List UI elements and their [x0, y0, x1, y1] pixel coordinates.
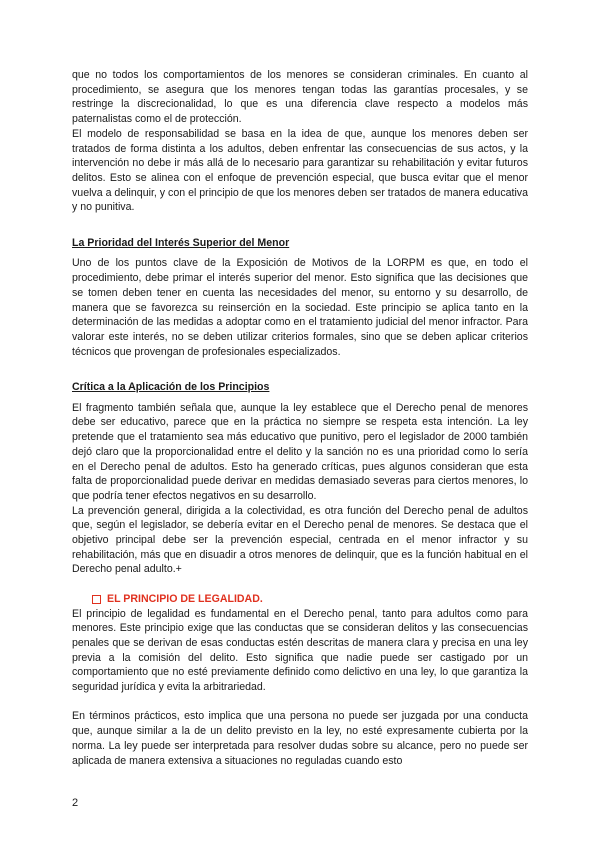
paragraph: que no todos los comportamientos de los menores se consideran criminales. En cuanto al procedimiento, se asegura que los menores tengan todas las garantías procesales, y se restringe la discrecionalidad, lo que es una diferencia clave respecto a modelos más paternalistas como el de protección. — [72, 69, 528, 126]
subheading-critica: Crítica a la Aplicación de los Principios — [72, 381, 270, 394]
paragraph: El principio de legalidad es fundamental en el Derecho penal, tanto para adultos como para menores. Este principio exige que las conductas que se consideran delitos y las consecuencias penales que se derivan de esas conductas estén descritas de manera clara y precisa en una ley previa a la comisión del delito. Esto significa que nadie puede ser castigado por un comportamiento que no esté previamente definido como delictivo en una ley, lo que garantiza la seguridad jurídica y evita la arbitrariedad. — [72, 607, 528, 694]
section-heading-legalidad — [92, 592, 528, 607]
document-body — [72, 68, 528, 768]
paragraph: El fragmento también señala que, aunque la ley establece que el Derecho penal de menores debe ser educativo, parece que en la práctica no siempre se respeta esta intención. La ley pretende que el tratamiento sea más educativo que punitivo, pero el legislador de 2000 también dejó claro que la proporcionalidad entre el delito y la sanción no es una prioridad como lo sería en el Derecho penal de adultos. Esto ha generado críticas, pues algunos consideran que esta falta de proporcionalidad puede derivar en medidas demasiado severas para ciertos menores, lo que podría tener efectos negativos en su desarrollo. — [72, 401, 528, 502]
subheading-interes-superior: La Prioridad del Interés Superior del Menor — [72, 236, 290, 249]
paragraph: Uno de los puntos clave de la Exposición de Motivos de la LORPM es que, en todo el procedimiento, debe primar el interés superior del menor. Esto significa que las decisiones que se tomen deben tener en cuenta las necesidades del menor, su entorno y su desarrollo, de manera que se favorezca su reinserción en la sociedad. Este principio se aplica tanto en la determinación de las medidas a adoptar como en el tratamiento judicial del menor infractor. Para valorar este interés, no se deben utilizar criterios formales, sino que se deben aplicar criterios técnicos que provengan de profesionales especializados. — [72, 257, 528, 358]
checkbox-bullet-icon — [92, 595, 101, 604]
paragraph: La prevención general, dirigida a la colectividad, es otra función del Derecho penal de adultos que, según el legislador, se debería evitar en el Derecho penal de menores. Se destaca que el objetivo principal debe ser la prevención especial, centrada en el menor infractor y su rehabilitación, más que en disuadir a otros menores de delinquir, que es la función habitual en el Derecho penal adulto.+ — [72, 504, 528, 576]
paragraph: En términos prácticos, esto implica que una persona no puede ser juzgada por una conducta que, aunque similar a la de un delito previsto en la ley, no esté expresamente cubierta por la norma. La ley puede ser interpretada para resolver dudas sobre su alcance, pero no puede ser aplicada de manera extensiva a situaciones no reguladas cuando esto — [72, 710, 528, 767]
paragraph: El modelo de responsabilidad se basa en la idea de que, aunque los menores deben ser tratados de forma distinta a los adultos, deben enfrentar las consecuencias de sus actos, y la intervención no debe ir más allá de lo necesario para garantizar su rehabilitación y evitar futuros delitos. Esto se alinea con el enfoque de prevención especial, que busca evitar que el menor vuelva a delinquir, y con el principio de que los menores deben ser tratados de manera educativa y no punitiva. — [72, 127, 528, 214]
section-heading-text: EL PRINCIPIO DE LEGALIDAD. — [107, 592, 263, 605]
page-number: 2 — [72, 797, 79, 809]
